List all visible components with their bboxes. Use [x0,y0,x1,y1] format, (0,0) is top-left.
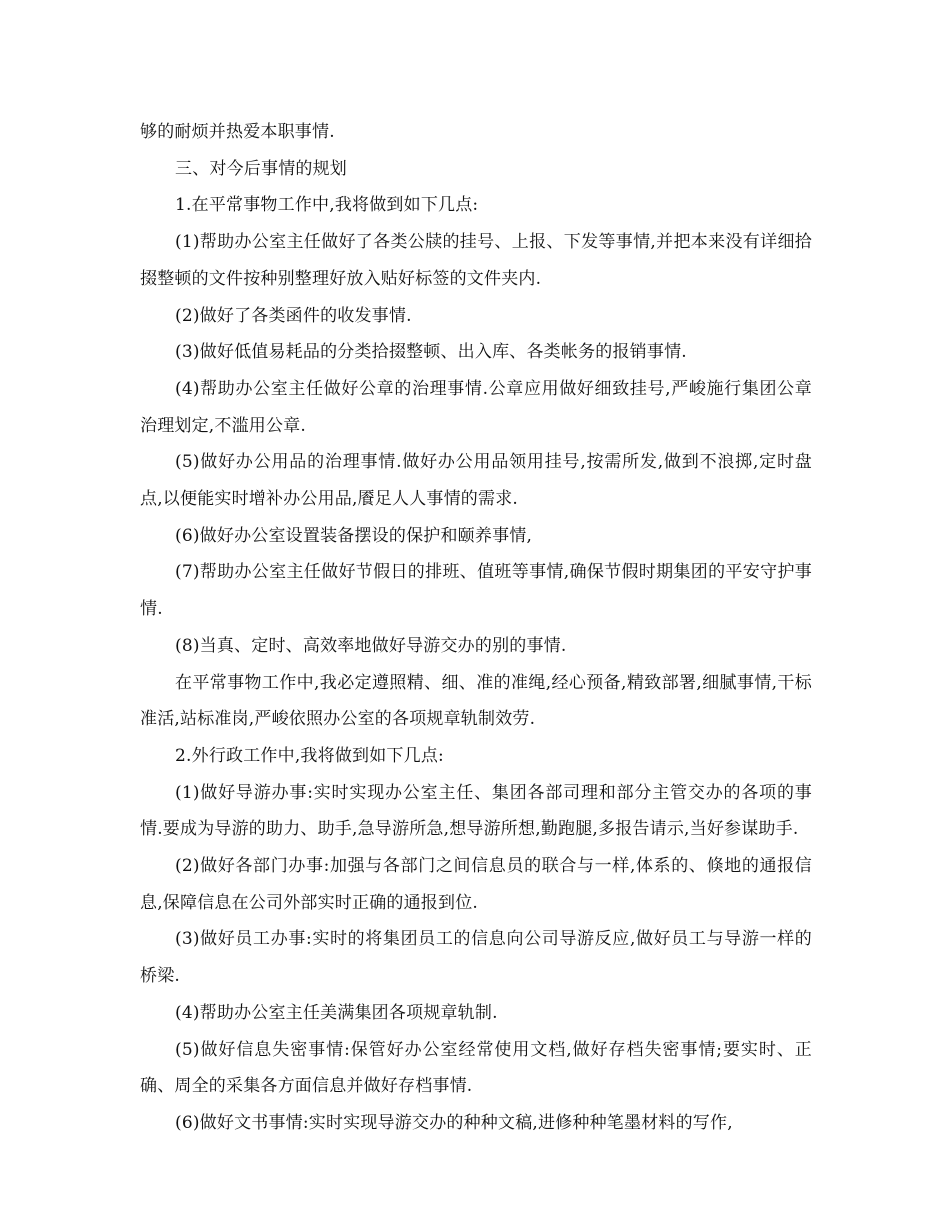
list-item-daily-1: (1)帮助办公室主任做好了各类公牍的挂号、上报、下发等事情,并把本来没有详细拾掇整顿的文件按种别整理好放入贴好标签的文件夹内. [140,232,812,289]
list-item-admin-5: (5)做好信息失密事情:保管好办公室经常使用文档,做好存档失密事情;要实时、正确、周全的采集各方面信息并做好存档事情. [140,1039,812,1097]
paragraph-daily-summary: 在平常事物工作中,我必定遵照精、细、准的准绳,经心预备,精致部署,细腻事情,干标准活,站标准岗,严峻依照办公室的各项规章轨制效劳. [140,672,812,730]
list-item-admin-6: (6)做好文书事情:实时实现导游交办的种种文稿,进修种种笔墨材料的写作, [175,1112,733,1133]
list-item-admin-1: (1)做好导游办事:实时实现办公室主任、集团各部司理和部分主管交办的各项的事情.要成为导游的助力、助手,急导游所急,想导游所想,勤跑腿,多报告请示,当好参谋助手. [140,782,812,840]
list-item-daily-3: (3)做好低值易耗品的分类拾掇整顿、出入库、各类帐务的报销事情. [175,342,687,363]
list-item-daily-7: (7)帮助办公室主任做好节假日的排班、值班等事情,确保节假时期集团的平安守护事情. [140,562,812,620]
section-heading-plan: 三、对今后事情的规划 [175,158,347,179]
list-item-daily-2: (2)做好了各类函件的收发事情. [175,305,412,326]
list-item-daily-6: (6)做好办公室设置装备摆设的保护和颐养事情, [175,525,533,546]
paragraph-1: 够的耐烦并热爱本职事情. [140,122,335,142]
list-item-admin-4: (4)帮助办公室主任美满集团各项规章轨制. [175,1002,498,1023]
list-item-daily-4: (4)帮助办公室主任做好公章的治理事情.公章应用做好细致挂号,严峻施行集团公章治理划定,不滥用公章. [140,378,812,436]
list-item-admin-2: (2)做好各部门办事:加强与各部门之间信息员的联合与一样,体系的、倏地的通报信息,保障信息在公司外部实时正确的通报到位. [140,856,812,913]
document-body [140,114,812,1142]
list-item-admin-3: (3)做好员工办事:实时的将集团员工的信息向公司导游反应,做好员工与导游一样的桥梁. [140,929,812,987]
subheading-daily-affairs: 1.在平常事物工作中,我将做到如下几点: [175,195,479,216]
list-item-daily-8: (8)当真、定时、高效率地做好导游交办的别的事情. [175,635,567,656]
subheading-admin-work: 2.外行政工作中,我将做到如下几点: [175,745,444,766]
list-item-daily-5: (5)做好办公用品的治理事情.做好办公用品领用挂号,按需所发,做到不浪掷,定时盘点,以便能实时增补办公用品,餍足人人事情的需求. [140,452,812,510]
